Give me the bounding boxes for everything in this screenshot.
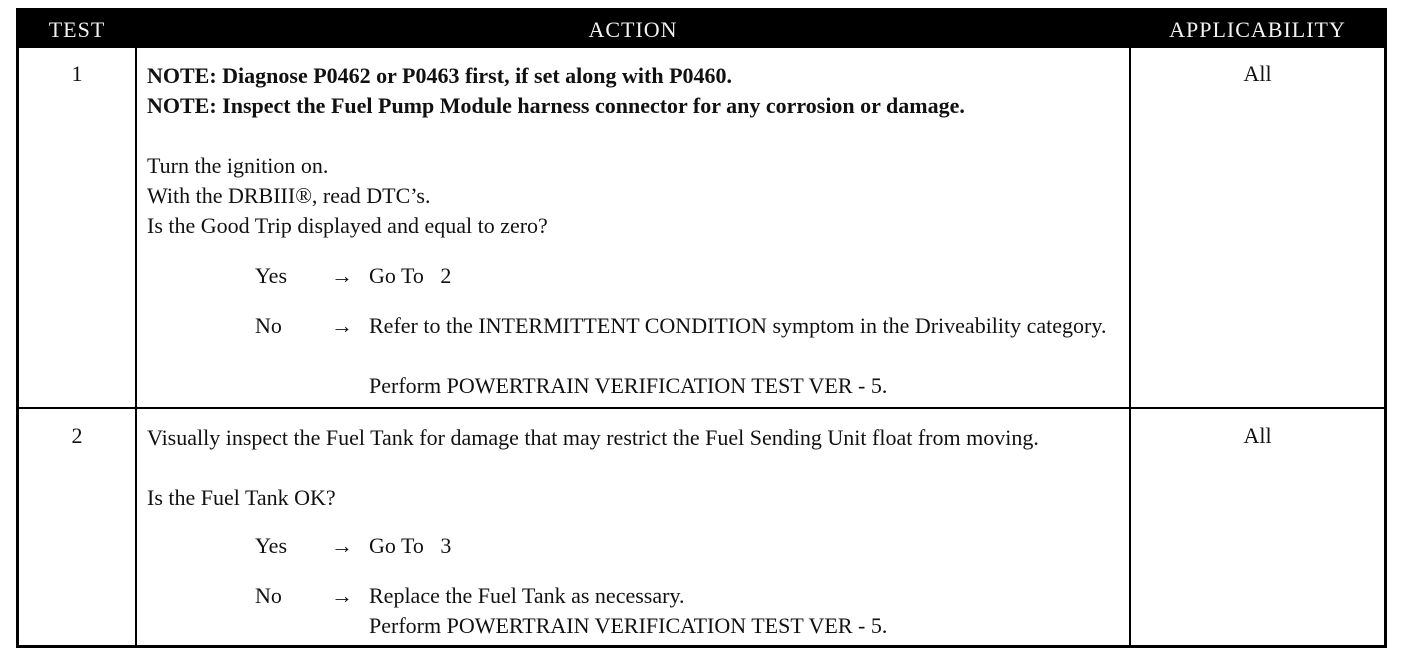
yes-result: Go To 3: [369, 533, 452, 558]
yes-label: Yes: [255, 263, 288, 288]
step-line: Turn the ignition on.: [147, 153, 329, 178]
diagnostic-table: [16, 8, 1387, 648]
note-line: NOTE: Diagnose P0462 or P0463 first, if set along with P0460.: [147, 63, 733, 88]
step-line: With the DRBIII®, read DTC’s.: [147, 183, 431, 208]
applicability-value: All: [1243, 61, 1272, 86]
row-divider: [19, 407, 1384, 409]
header-test: TEST: [19, 11, 135, 48]
question-line: Is the Fuel Tank OK?: [147, 485, 336, 510]
question-line: Is the Good Trip displayed and equal to zero?: [147, 213, 548, 238]
column-divider: [1129, 11, 1131, 645]
no-result: Replace the Fuel Tank as necessary.: [369, 583, 685, 608]
header-applicability: APPLICABILITY: [1131, 11, 1384, 48]
yes-label: Yes: [255, 533, 288, 558]
applicability-value: All: [1243, 423, 1272, 448]
no-label: No: [255, 313, 282, 338]
arrow-icon: →: [331, 583, 353, 608]
test-number: 1: [71, 61, 83, 86]
no-label: No: [255, 583, 282, 608]
no-result-followup: Perform POWERTRAIN VERIFICATION TEST VER - 5.: [369, 373, 888, 398]
arrow-icon: →: [331, 533, 353, 558]
test-number: 2: [71, 423, 83, 448]
no-result-followup: Perform POWERTRAIN VERIFICATION TEST VER - 5.: [369, 613, 888, 638]
note-line: NOTE: Inspect the Fuel Pump Module harness connector for any corrosion or damage.: [147, 93, 965, 118]
no-result: Refer to the INTERMITTENT CONDITION symptom in the Driveability category.: [369, 313, 1107, 338]
column-divider: [135, 11, 137, 645]
yes-result: Go To 2: [369, 263, 452, 288]
arrow-icon: →: [331, 263, 353, 288]
step-line: Visually inspect the Fuel Tank for damage that may restrict the Fuel Sending Unit float from moving.: [147, 425, 1039, 450]
arrow-icon: →: [331, 313, 353, 338]
header-action: ACTION: [137, 11, 1129, 48]
